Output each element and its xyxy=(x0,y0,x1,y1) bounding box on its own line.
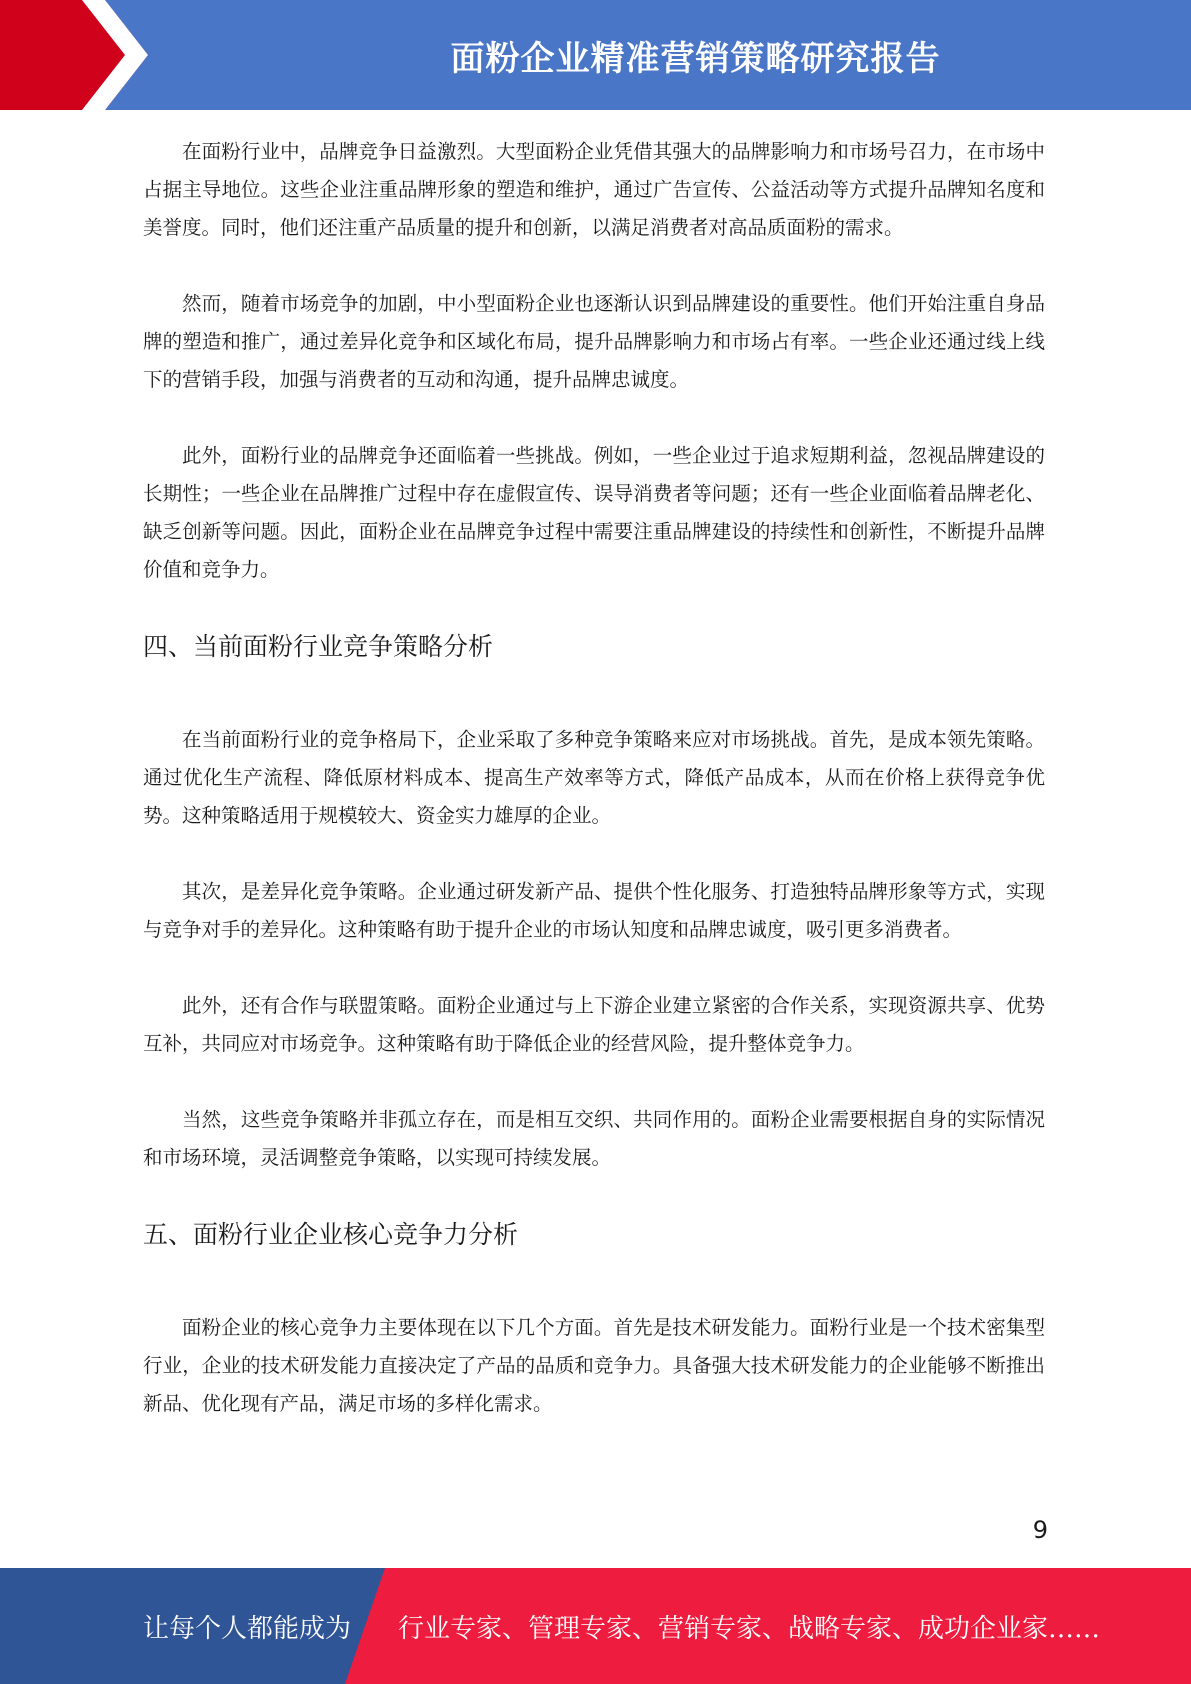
section-heading: 四、当前面粉行业竞争策略分析 xyxy=(143,632,494,661)
footer-slogan-left: 让每个人都能成为 xyxy=(143,1613,352,1644)
paragraph: 此外，面粉行业的品牌竞争还面临着一些挑战。例如，一些企业过于追求短期利益，忽视品牌建设的长期性；一些企业在品牌推广过程中存在虚假宣传、误导消费者等问题；还有一些企业面临着品牌老化、缺乏创新等问题。因此，面粉企业在品牌竞争过程中需要注重品牌建设的持续性和创新性，不断提升品牌价值和竞争力。 xyxy=(143,444,1045,581)
footer-banner xyxy=(0,1568,1191,1684)
paragraph: 然而，随着市场竞争的加剧，中小型面粉企业也逐渐认识到品牌建设的重要性。他们开始注重自身品牌的塑造和推广，通过差异化竞争和区域化布局，提升品牌影响力和市场占有率。一些企业还通过线上线下的营销手段，加强与消费者的互动和沟通，提升品牌忠诚度。 xyxy=(143,292,1045,391)
paragraph: 面粉企业的核心竞争力主要体现在以下几个方面。首先是技术研发能力。面粉行业是一个技术密集型行业，企业的技术研发能力直接决定了产品的品质和竞争力。具备强大技术研发能力的企业能够不断推出新品、优化现有产品，满足市场的多样化需求。 xyxy=(143,1316,1045,1415)
footer-slogan-right: 行业专家、管理专家、营销专家、战略专家、成功企业家…… xyxy=(398,1613,1101,1644)
document-body xyxy=(143,133,1045,1423)
report-title: 面粉企业精准营销策略研究报告 xyxy=(450,38,941,79)
page-number: 9 xyxy=(1032,1516,1048,1544)
paragraph: 当然，这些竞争策略并非孤立存在，而是相互交织、共同作用的。面粉企业需要根据自身的实际情况和市场环境，灵活调整竞争策略，以实现可持续发展。 xyxy=(143,1108,1045,1169)
section-heading: 五、面粉行业企业核心竞争力分析 xyxy=(143,1220,519,1249)
paragraph: 其次，是差异化竞争策略。企业通过研发新产品、提供个性化服务、打造独特品牌形象等方式，实现与竞争对手的差异化。这种策略有助于提升企业的市场认知度和品牌忠诚度，吸引更多消费者。 xyxy=(143,880,1045,941)
header-banner xyxy=(0,0,1191,110)
paragraph: 在当前面粉行业的竞争格局下，企业采取了多种竞争策略来应对市场挑战。首先，是成本领先策略。通过优化生产流程、降低原材料成本、提高生产效率等方式，降低产品成本，从而在价格上获得竞争优势。这种策略适用于规模较大、资金实力雄厚的企业。 xyxy=(143,728,1045,827)
paragraph: 此外，还有合作与联盟策略。面粉企业通过与上下游企业建立紧密的合作关系，实现资源共享、优势互补，共同应对市场竞争。这种策略有助于降低企业的经营风险，提升整体竞争力。 xyxy=(143,994,1045,1055)
paragraph: 在面粉行业中，品牌竞争日益激烈。大型面粉企业凭借其强大的品牌影响力和市场号召力，在市场中占据主导地位。这些企业注重品牌形象的塑造和维护，通过广告宣传、公益活动等方式提升品牌知名度和美誉度。同时，他们还注重产品质量的提升和创新，以满足消费者对高品质面粉的需求。 xyxy=(143,140,1045,239)
